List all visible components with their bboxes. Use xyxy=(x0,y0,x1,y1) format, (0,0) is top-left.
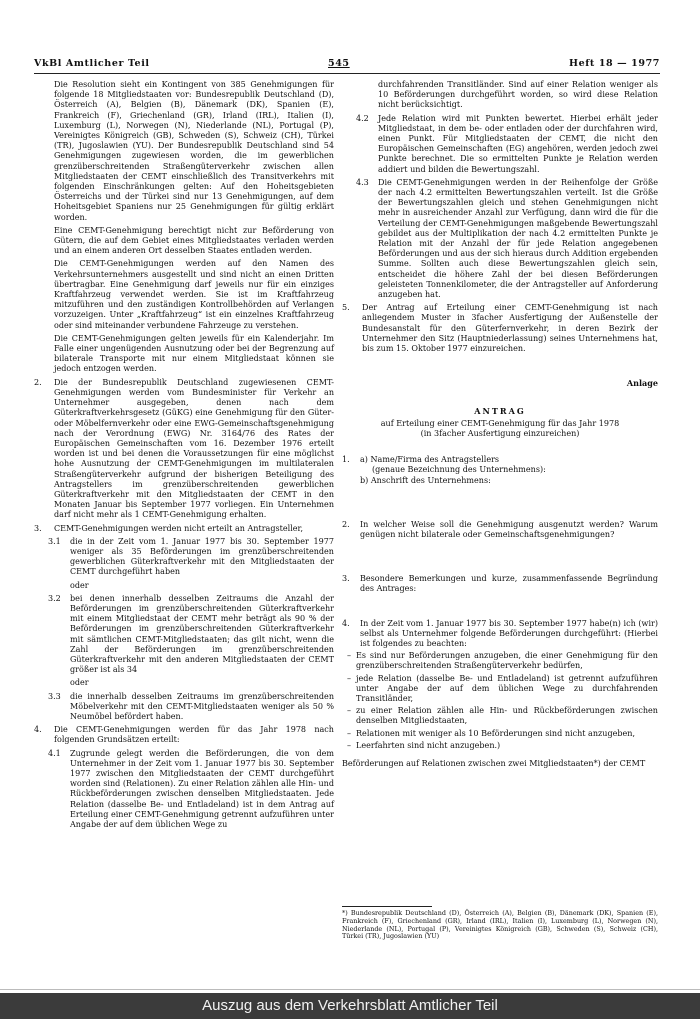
question-text: In der Zeit vom 1. Januar 1977 bis 30. September 1977 habe(n) ich (wir) selbst als Unternehmer folgende Beförderungen durchgeführt: (Hierbei ist folgendes zu beachten: xyxy=(360,618,658,648)
sub-number: 4.3 xyxy=(356,177,369,187)
dash-bullet: – xyxy=(346,728,352,738)
sub-text: Die CEMT-Genehmigungen werden in der Reihenfolge der Größe der nach 4.2 ermittelten Bewertungszahlen verteilt. Ist die Größe der Bewertungszahlen gleich und stehen Genehmigungen nicht mehr in ausreichender Anzahl zur Verfügung, dann wird die für die Verteilung der CEMT-Genehmigungen maßgebende Bewertungszahl gebildet aus der Multiplikation der nach 4.2 ermittelten Punkte je Relation mit der Anzahl der für jede Relation angegebenen Beförderungen und aus der sich hieraus durch Addition ergebenden Summe. Sollten auch diese Bewertungszahlen gleich sein, entscheidet die höhere Zahl der bei diesen Beförderungen geleisteten Tonnenkilometer, die der Antragsteller auf Anforderung anzugeben hat. xyxy=(378,177,658,300)
issue-number: Heft 18 — 1977 xyxy=(569,58,660,69)
sub-text: Zugrunde gelegt werden die Beförderungen, die von dem Unternehmer in der Zeit vom 1. Januar 1977 bis 30. September 1977 zwischen den Mitgliedstaaten der CEMT durchgeführt worden sind (Relationen). Zu einer Relation zählen alle Hin- und Rückbeförderungen zwischen denselben Mitgliedstaaten. Jede Relation (dasselbe Be- und Entladeland) ist in dem Antrag auf Erteilung einer CEMT-Genehmigung getrennt aufzuführen unter Angabe der auf dem üblichen Wege zu xyxy=(70,748,334,830)
list-item-3 xyxy=(34,524,334,534)
paragraph-restriction: Eine CEMT-Genehmigung berechtigt nicht zur Beförderung von Gütern, die auf dem Gebiet eines Mitgliedstaates verladen werden und an einem anderen Ort desselben Staates entladen werden. xyxy=(54,225,334,256)
item-number: 5. xyxy=(342,303,350,313)
paragraph-name: Die CEMT-Genehmigungen werden auf den Namen des Verkehrsunternehmers ausgestellt und sind nicht an einen Dritten übertragbar. Eine Genehmigung darf jeweils nur für ein einziges Kraftfahrzeug verwendet werden. Sie ist im Kraftfahrzeug mitzuführen und den zuständigen Kontrollbehörden auf Verlangen vorzuzeigen. Unter „Kraftfahrzeug“ ist ein einzelnes Kraftfahrzeug oder sind miteinander verbundene Fahrzeuge zu verstehen. xyxy=(54,259,334,330)
list-item xyxy=(342,741,658,751)
paragraph-resolution: Die Resolution sieht ein Kontingent von 385 Genehmigungen für folgende 18 Mitgliedstaaten vor: Bundesrepublik Deutschland (D), Österreich (A), Belgien (B), Dänemark (DK), Spanien (E), Frankreich (F), Griechenland (GR), Irland (IRL), Italien (I), Luxemburg (L), Norwegen (N), Niederlande (NL), Portugal (P), Vereinigtes Königreich (GB), Schweden (S), Schweiz (CH), Türkei (TR), Jugoslawien (YU). Der Bundesrepublik Deutschland sind 54 Genehmigungen zugewiesen worden, die im gewerblichen grenzüberschreitenden Straßengüterverkehr zwischen allen Mitgliedstaaten der CEMT einschließlich des Transitverkehrs mit folgenden Einschränkungen gelten: Auf den Hoheitsgebieten Österreichs und der Türkei sind nur 13 Genehmigungen, auf dem Hoheitsgebiet Spaniens nur 25 Genehmigungen für gültig erklärt worden. xyxy=(54,80,334,222)
dash-bullet: – xyxy=(346,706,352,716)
item-text: CEMT-Genehmigungen werden nicht erteilt an Antragsteller, xyxy=(54,523,304,533)
list-item xyxy=(342,674,658,705)
right-column xyxy=(342,80,658,772)
annex-label: Anlage xyxy=(626,378,658,389)
question-number: 4. xyxy=(342,618,350,628)
dash-bullet: – xyxy=(346,673,352,683)
form-question-4 xyxy=(342,619,658,650)
question-text: In welcher Weise soll die Genehmigung ausgenutzt werden? Warum genügen nicht bilaterale oder Gemeinschaftsgenehmigungen? xyxy=(360,519,658,539)
question-text: Besondere Bemerkungen und kurze, zusammenfassende Begründung des Antrages: xyxy=(360,574,658,594)
dash-text: Relationen mit weniger als 10 Beförderungen sind nicht anzugeben, xyxy=(356,728,636,738)
sub-item-4-1 xyxy=(34,749,334,831)
sub-text: die innerhalb desselben Zeitraums im grenzüberschreitenden Möbelverkehr mit den CEMT-Mitgliedstaaten weniger als 50 % Neumöbel befördert haben. xyxy=(70,691,334,721)
sub-number: 4.1 xyxy=(48,748,61,758)
sub-text: die in der Zeit vom 1. Januar 1977 bis 30. September 1977 weniger als 35 Beförderungen im grenzüberschreitenden gewerblichen Güterkraftverkehr mit den Mitgliedstaaten der CEMT durchgeführt haben xyxy=(70,536,334,577)
question-number: 1. xyxy=(342,455,350,465)
paragraph-validity: Die CEMT-Genehmigungen gelten jeweils für ein Kalenderjahr. Im Falle einer ungenügenden Ausnutzung oder bei der Begrenzung auf bilaterale Transporte mit nur einem Mitgliedstaat können sie jedoch entzogen werden. xyxy=(54,333,334,374)
item-number: 3. xyxy=(34,523,42,533)
question-1a: a) Name/Firma des Antragstellers xyxy=(360,455,500,465)
form-title: ANTRAG xyxy=(474,406,526,417)
form-question-3 xyxy=(342,574,658,594)
paragraph-continuation: durchfahrenden Transitländer. Sind auf einer Relation weniger als 10 Beförderungen durchgeführt worden, so wird diese Relation nicht berücksichtigt. xyxy=(378,80,658,110)
sub-item-3-2 xyxy=(34,594,334,676)
list-item-4 xyxy=(34,725,334,745)
form-subtitle-line-1: auf Erteilung einer CEMT-Genehmigung für das Jahr 1978 xyxy=(380,418,620,428)
page-header xyxy=(34,58,660,72)
dash-text: Leerfahrten sind nicht anzugeben.) xyxy=(356,740,501,750)
form-question-1 xyxy=(342,455,658,486)
question-number: 2. xyxy=(342,519,350,529)
form-question-2 xyxy=(342,520,658,540)
answer-space xyxy=(342,542,658,574)
sub-text: Jede Relation wird mit Punkten bewertet. Hierbei erhält jeder Mitgliedstaat, in dem be- oder entladen oder der durchfahren wird, einen Punkt. Für Mitgliedstaaten der CEMT, die nicht den Europäischen Gemeinschaften (EG) angehören, werden jedoch zwei Punkte berechnet. Die so ermittelten Punkte je Relation werden addiert und bilden die Bewertungszahl. xyxy=(378,113,658,174)
sub-number: 3.1 xyxy=(48,536,61,546)
page-number: 545 xyxy=(328,58,350,69)
sub-number: 3.3 xyxy=(48,691,61,701)
footnote: *) Bundesrepublik Deutschland (D), Österreich (A), Belgien (B), Dänemark (DK), Spanien (E), Frankreich (F), Griechenland (GR), Irland (IRL), Italien (I), Luxemburg (L), Norwegen (N), Niederlande (NL), Portugal (P), Vereinigtes Königreich (GB), Schweden (S), Schweiz (CH), Türkei (TR), Jugoslawien (YU) xyxy=(342,909,658,941)
sub-item-4-3 xyxy=(342,178,658,300)
conjunction-oder: oder xyxy=(70,580,89,590)
item-number: 2. xyxy=(34,377,42,387)
answer-space xyxy=(342,597,658,619)
list-item xyxy=(342,651,658,671)
sub-number: 4.2 xyxy=(356,113,369,123)
question-1b: b) Anschrift des Unternehmens: xyxy=(360,475,491,485)
question-1a-detail: (genaue Bezeichnung des Unternehmens): xyxy=(372,465,546,475)
dash-bullet: – xyxy=(346,740,352,750)
question-text xyxy=(360,455,658,486)
list-item-5 xyxy=(342,303,658,354)
item-number: 4. xyxy=(34,725,42,735)
sub-item-4-2 xyxy=(342,114,658,175)
item-text: Der Antrag auf Erteilung einer CEMT-Genehmigung ist nach anliegendem Muster in 3facher Ausfertigung der Außenstelle der Bundesanstalt für den Güterfernverkehr, in deren Bezirk der Unternehmer den Sitz (Hauptniederlassung) seines Unternehmens hat, bis zum 15. Oktober 1977 einzureichen. xyxy=(362,303,658,354)
sub-item-3-1 xyxy=(34,537,334,578)
journal-title: VkBl Amtlicher Teil xyxy=(34,58,150,69)
item-text: Die der Bundesrepublik Deutschland zugewiesenen CEMT-Genehmigungen werden vom Bundesminister für Verkehr an Unternehmer ausgegeben, denen nach dem Güterkraftverkehrsgesetz (GüKG) eine Genehmigung für den Güter- oder Möbelfernverkehr oder eine EWG-Gemeinschaftsgenehmigung nach der Verordnung (EWG) Nr. 3164/76 des Rates der Europäischen Gemeinschaften vom 16. Dezember 1976 erteilt worden ist und bei denen die Voraussetzungen für eine möglichst hohe Ausnutzung der CEMT-Genehmigungen im multilateralen Straßengüterverkehr aufgrund der bisherigen Beteiligung des Antragstellers im grenzüberschreitenden gewerblichen Güterkraftverkehr mit den Mitgliedstaaten der CEMT in den Monaten Januar bis September 1977 vorliegen. Ein Unternehmen darf nicht mehr als 1 CEMT-Genehmigung erhalten. xyxy=(54,377,334,520)
list-item xyxy=(342,729,658,739)
sub-item-3-3 xyxy=(34,692,334,723)
header-rule xyxy=(34,73,660,74)
dash-bullet: – xyxy=(346,651,352,661)
footnote-rule xyxy=(342,906,432,907)
dash-text: Es sind nur Beförderungen anzugeben, die einer Genehmigung für den grenzüberschreitenden Straßengüterverkehr bedürfen, xyxy=(356,651,658,671)
item-text: Die CEMT-Genehmigungen werden für das Jahr 1978 nach folgenden Grundsätzen erteilt: xyxy=(54,725,334,745)
footer-banner: Auszug aus dem Verkehrsblatt Amtlicher Teil xyxy=(0,993,700,1019)
question-number: 3. xyxy=(342,574,350,584)
sub-number: 3.2 xyxy=(48,593,61,603)
dash-text: jede Relation (dasselbe Be- und Entladeland) ist getrennt aufzuführen unter Angabe der auf dem üblichen Wege zu durchfahrenden Transitländer, xyxy=(356,673,658,703)
dash-text: zu einer Relation zählen alle Hin- und Rückbeförderungen zwischen denselben Mitgliedstaaten, xyxy=(356,706,658,726)
list-item-2 xyxy=(34,378,334,521)
closing-line: Beförderungen auf Relationen zwischen zwei Mitgliedstaaten*) der CEMT xyxy=(342,758,646,768)
sub-text: bei denen innerhalb desselben Zeitraums die Anzahl der Beförderungen im grenzüberschreitenden Güterkraftverkehr mit einem Mitgliedstaat der CEMT mehr beträgt als 90 % der Beförderungen im grenzüberschreitenden Güterkraftverkehr mit sämtlichen CEMT-Mitgliedstaaten; das gilt nicht, wenn die Zahl der Beförderungen im grenzüberschreitenden Güterkraftverkehr mit den anderen Mitgliedstaaten der CEMT größer ist als 34 xyxy=(70,593,334,675)
form-subtitle-line-2: (in 3facher Ausfertigung einzureichen) xyxy=(420,428,580,438)
answer-space xyxy=(342,488,658,520)
conjunction-oder: oder xyxy=(70,678,89,688)
list-item xyxy=(342,706,658,726)
form-subtitle xyxy=(342,419,658,439)
banner-separator xyxy=(0,989,700,990)
left-column xyxy=(34,80,334,833)
